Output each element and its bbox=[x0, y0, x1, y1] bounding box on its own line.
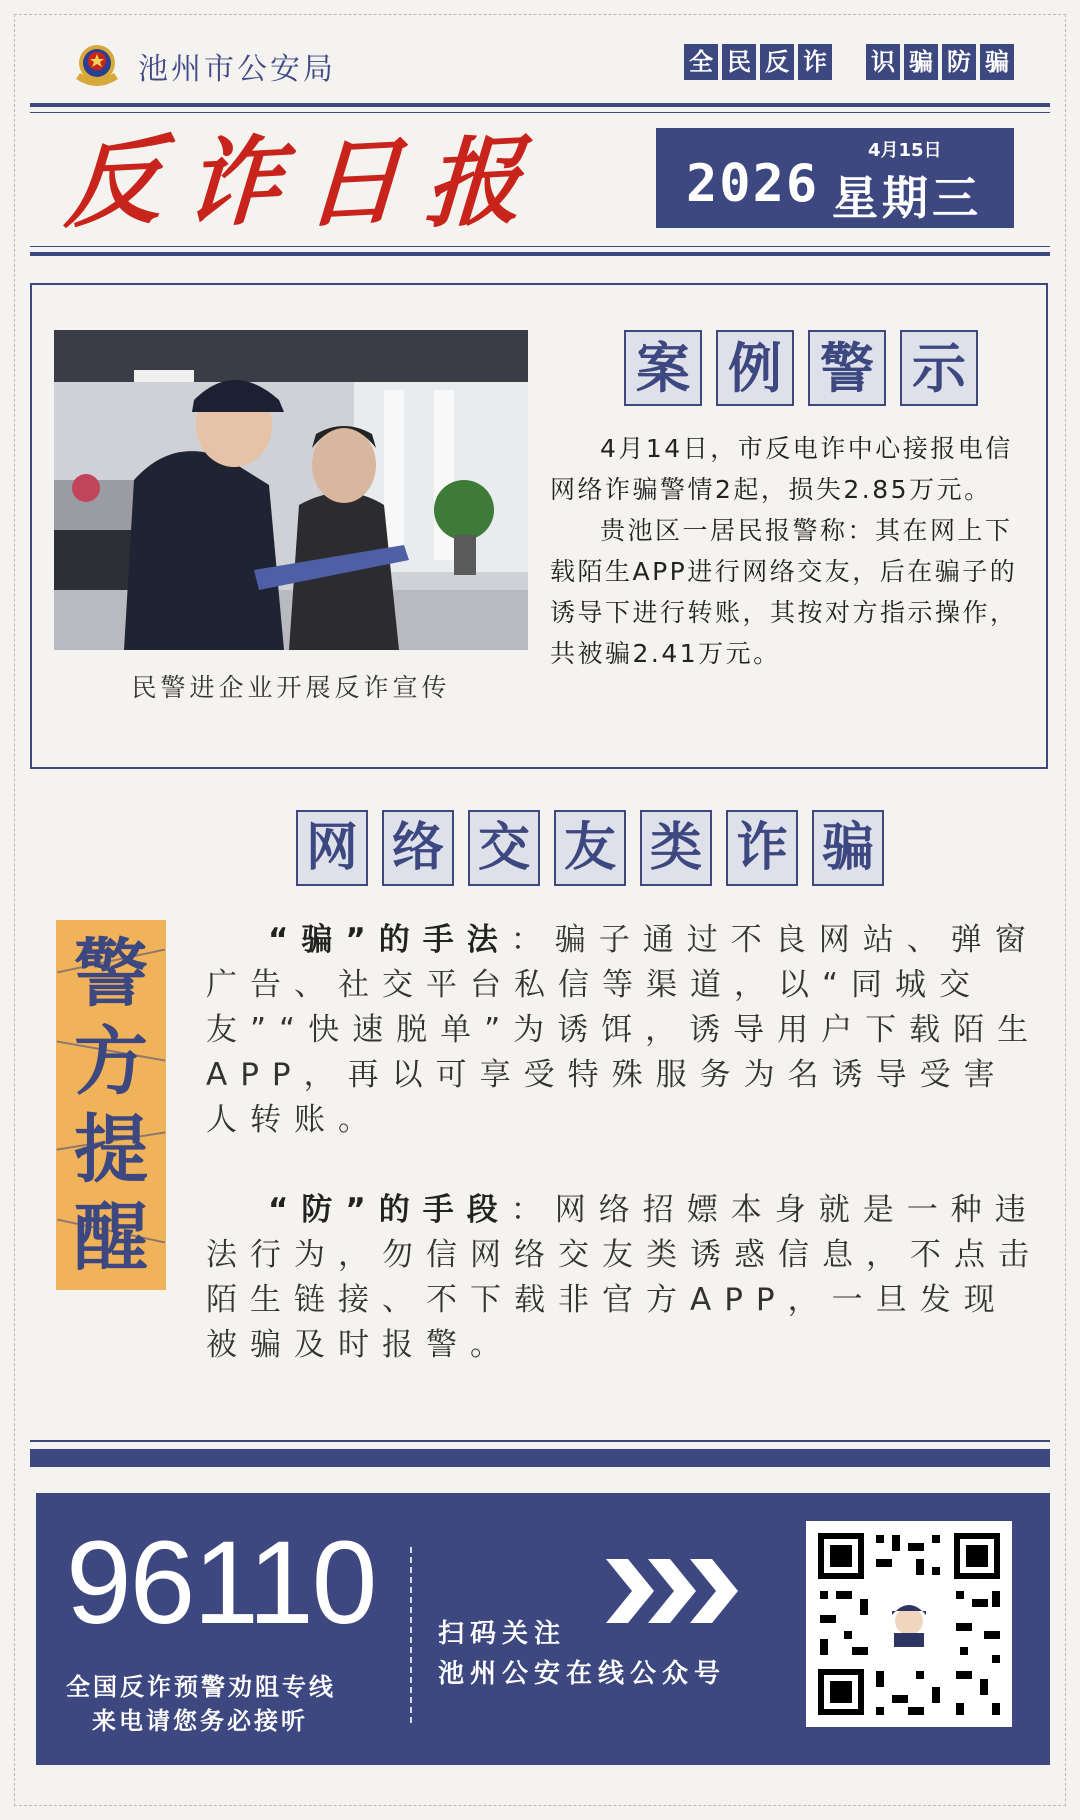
tip-title-char: 骗 bbox=[812, 810, 884, 886]
banner-char: 警 bbox=[74, 931, 148, 1017]
divider bbox=[30, 246, 1050, 247]
case-paragraph-2: 贵池区一居民报警称：其在网上下载陌生APP进行网络交友，后在骗子的诱导下进行转账，其按对方指示操作，共被骗2.41万元。 bbox=[550, 516, 1018, 668]
date-box bbox=[656, 128, 1014, 228]
banner-char: 提 bbox=[74, 1107, 148, 1193]
tip-title-char: 络 bbox=[382, 810, 454, 886]
slogan-char: 防 bbox=[942, 44, 976, 80]
footer-bar bbox=[30, 1449, 1050, 1467]
masthead-char: 日 bbox=[302, 123, 405, 241]
masthead-title bbox=[62, 116, 536, 241]
slogan-char: 骗 bbox=[904, 44, 938, 80]
slogan-char: 骗 bbox=[980, 44, 1014, 80]
method-label: “骗”的手法 bbox=[268, 922, 511, 958]
case-heading-char: 例 bbox=[716, 330, 794, 406]
case-heading-char: 警 bbox=[808, 330, 886, 406]
case-heading-char: 示 bbox=[900, 330, 978, 406]
weekday: 星期三 bbox=[832, 171, 982, 225]
banner-char: 醒 bbox=[74, 1195, 148, 1281]
slogan-shipian-fangpian bbox=[866, 44, 1014, 80]
method-paragraph bbox=[206, 918, 1050, 1143]
defense-paragraph bbox=[206, 1188, 1050, 1368]
hotline-desc-1: 全国反诈预警劝阻专线 bbox=[66, 1673, 336, 1701]
banner-char: 方 bbox=[74, 1019, 148, 1105]
divider bbox=[30, 252, 1050, 256]
case-photo bbox=[54, 330, 528, 650]
tip-title-char: 诈 bbox=[726, 810, 798, 886]
scan-line-2: 池州公安在线公众号 bbox=[438, 1659, 727, 1689]
masthead-char: 报 bbox=[422, 123, 525, 241]
divider bbox=[30, 103, 1050, 107]
defense-text: ：网络招嫖本身就是一种违法行为，勿信网络交友类诱惑信息，不点击陌生链接、不下载非官方APP，一旦发现被骗及时报警。 bbox=[206, 1192, 1042, 1363]
tip-title-char: 交 bbox=[468, 810, 540, 886]
banner-chars bbox=[56, 930, 166, 1282]
year: 2026 bbox=[686, 154, 820, 214]
case-text bbox=[550, 428, 1020, 674]
masthead-char: 诈 bbox=[182, 123, 285, 241]
agency-name: 池州市公安局 bbox=[138, 52, 336, 87]
slogan-quanmin-fanzha bbox=[684, 44, 832, 80]
slogan-char: 民 bbox=[722, 44, 756, 80]
scan-line-1: 扫码关注 bbox=[438, 1619, 567, 1649]
case-heading-char: 案 bbox=[624, 330, 702, 406]
police-reminder-banner bbox=[56, 920, 166, 1290]
slogans bbox=[684, 44, 1014, 80]
qr-code[interactable] bbox=[806, 1521, 1012, 1727]
case-heading bbox=[624, 330, 978, 406]
month-day: 4月15日 bbox=[868, 140, 942, 161]
slogan-char: 识 bbox=[866, 44, 900, 80]
hotline-number: 96110 bbox=[66, 1517, 376, 1649]
tip-title-char: 网 bbox=[296, 810, 368, 886]
divider bbox=[30, 112, 1050, 113]
triple-chevron-icon bbox=[606, 1559, 746, 1623]
tip-text bbox=[206, 918, 1050, 1413]
tip-title-char: 类 bbox=[640, 810, 712, 886]
tip-title bbox=[296, 810, 884, 886]
tip-title-char: 友 bbox=[554, 810, 626, 886]
hotline-desc-2: 来电请您务必接听 bbox=[92, 1707, 308, 1735]
footer-divider bbox=[30, 1440, 1050, 1442]
slogan-char: 反 bbox=[760, 44, 794, 80]
defense-label: “防”的手段 bbox=[268, 1192, 511, 1228]
agency-header bbox=[70, 36, 336, 96]
slogan-char: 诈 bbox=[798, 44, 832, 80]
case-paragraph-1: 4月14日，市反电诈中心接报电信网络诈骗警情2起，损失2.85万元。 bbox=[550, 434, 1013, 504]
slogan-char: 全 bbox=[684, 44, 718, 80]
method-text: ：骗子通过不良网站、弹窗广告、社交平台私信等渠道，以“同城交友”“快速脱单”为诱饵，诱导用户下载陌生APP，再以可享受特殊服务为名诱导受害人转账。 bbox=[206, 922, 1042, 1138]
police-emblem-icon bbox=[70, 39, 124, 93]
dashed-separator bbox=[410, 1547, 412, 1723]
photo-caption: 民警进企业开展反诈宣传 bbox=[131, 673, 451, 702]
footer-panel bbox=[36, 1493, 1050, 1765]
masthead-char: 反 bbox=[62, 123, 165, 241]
